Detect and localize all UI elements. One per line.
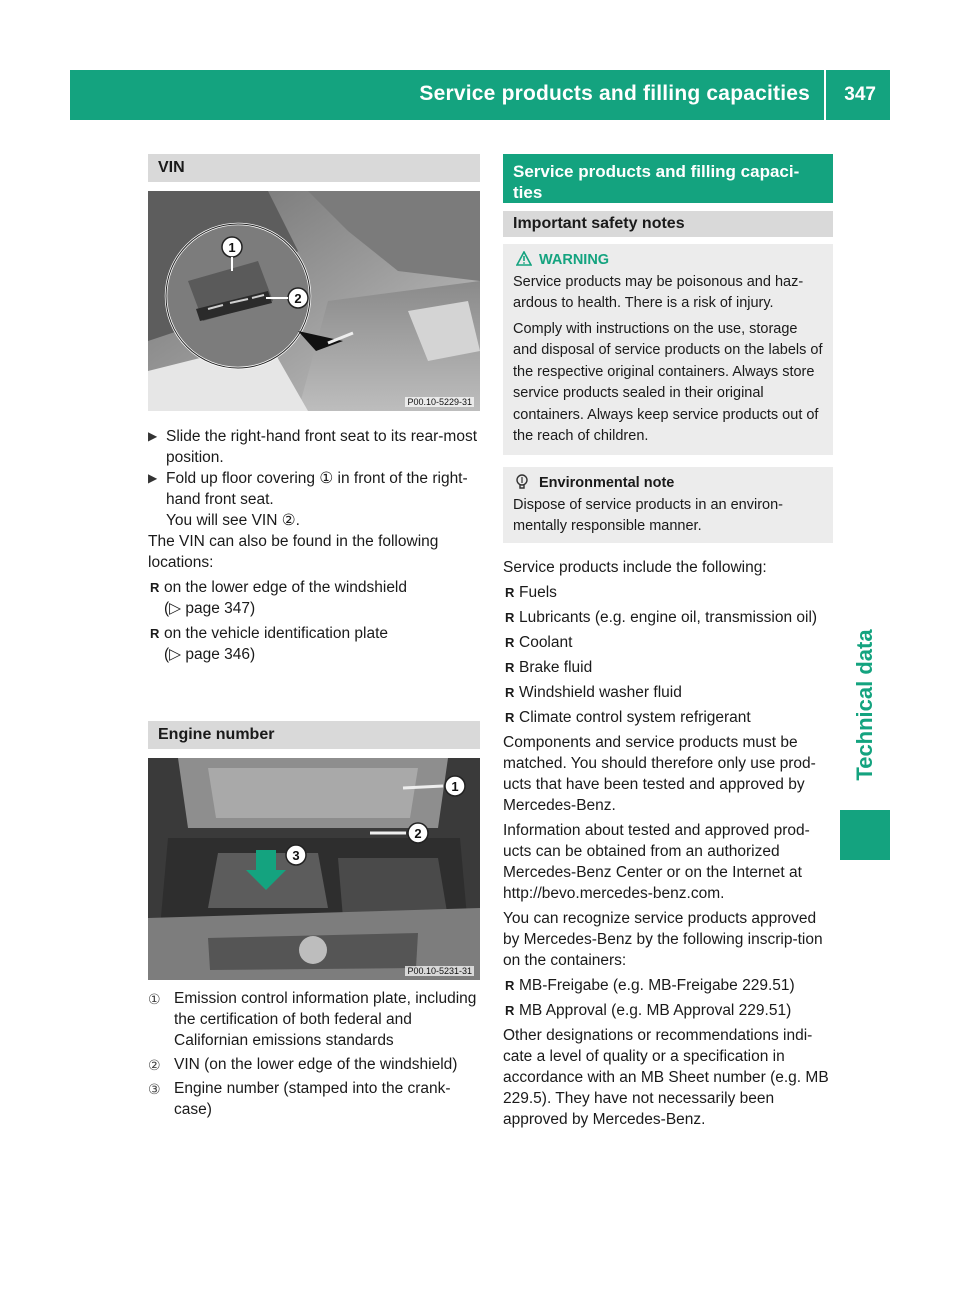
page-ref-link[interactable]: (▷ page 346): [164, 646, 256, 663]
step-item: ▶ Slide the right-hand front seat to its rear-most position.: [148, 428, 478, 466]
lightbulb-icon: [515, 474, 529, 499]
env-title: Environmental note: [513, 473, 825, 495]
safety-notes-heading: Important safety notes: [503, 211, 833, 237]
approval-item: R MB Approval (e.g. MB Approval 229.51): [505, 1002, 792, 1019]
side-tab-label: Technical data: [852, 629, 877, 781]
env-text: Dispose of service products in an environ-mentally responsible manner.: [513, 496, 783, 534]
callout-2: 2: [414, 826, 422, 841]
product-item: R Windshield washer fluid: [505, 684, 682, 701]
engine-bay-photo: [148, 758, 480, 980]
legend-item: ① Emission control information plate, including the certification of both federal and Californian emissions standards: [148, 990, 477, 1049]
product-item: R Coolant: [505, 634, 573, 651]
location-item: R on the vehicle identification plate (▷ page 346): [150, 625, 389, 663]
callout-2: 2: [294, 291, 302, 306]
side-tab-marker: [840, 810, 890, 860]
service-products-heading: Service products and filling capaci-ties: [503, 154, 833, 203]
include-text: Service products include the following:: [503, 559, 767, 576]
product-item: R Lubricants (e.g. engine oil, transmission oil): [505, 609, 818, 626]
callout-1: 1: [228, 240, 236, 255]
product-item: R Climate control system refrigerant: [505, 709, 751, 726]
vin-also-text: The VIN can also be found in the following locations:: [148, 533, 439, 571]
engine-number-heading: Engine number: [148, 721, 480, 749]
approval-item: R MB-Freigabe (e.g. MB-Freigabe 229.51): [505, 977, 795, 994]
info-text: Information about tested and approved prod-ucts can be obtained from an authorized Mercedes-Benz Center or on the Internet at http://bevo.mercedes-benz.com.: [503, 822, 810, 902]
legend-item: ③ Engine number (stamped into the crank-case): [148, 1080, 451, 1118]
image-code: P00.10-5231-31: [407, 966, 472, 976]
image-code: P00.10-5229-31: [407, 397, 472, 407]
service-products-body: [503, 557, 833, 1134]
warning-text: Service products may be poisonous and haz-ardous to health. There is a risk of injury.: [513, 273, 804, 311]
product-item: R Fuels: [505, 584, 557, 601]
callout-3: 3: [292, 848, 300, 863]
engine-legend: [148, 988, 480, 1123]
vin-instructions: [148, 426, 480, 669]
section-title: Service products and filling capacities: [419, 82, 810, 105]
other-designations-text: Other designations or recommendations indi-cate a level of quality or a specification in accordance with an MB Sheet number (e.g. MB 229.5). They have not necessarily been approved by Mercedes-Benz.: [503, 1027, 829, 1128]
side-tab[interactable]: [840, 630, 890, 780]
location-item: R on the lower edge of the windshield (▷ page 347): [150, 579, 407, 617]
environmental-note-box: [503, 467, 833, 543]
legend-item: ② VIN (on the lower edge of the windshield): [148, 1056, 458, 1073]
match-text: Components and service products must be matched. You should therefore only use prod-ucts that have been tested and approved by Mercedes-Benz.: [503, 734, 816, 814]
recognize-text: You can recognize service products approved by Mercedes-Benz by the following inscrip-tion on the containers:: [503, 910, 823, 969]
warning-triangle-icon: [516, 251, 532, 274]
page-header: [70, 70, 890, 120]
warning-title: WARNING: [513, 250, 825, 272]
vin-location-photo: [148, 191, 480, 411]
warning-text: Comply with instructions on the use, storage and disposal of service products on the labels of the respective original containers. Always store service products sealed in their original containers. Always keep service products out of the reach of children.: [513, 320, 823, 444]
callout-1: 1: [451, 779, 459, 794]
page-number: 347: [844, 84, 876, 105]
header-divider: [824, 70, 826, 120]
product-item: R Brake fluid: [505, 659, 593, 676]
page-ref-link[interactable]: (▷ page 347): [164, 600, 256, 617]
vin-heading: VIN: [148, 154, 480, 182]
step-item: ▶ Fold up floor covering ① in front of the right-hand front seat. You will see VIN ②.: [148, 470, 468, 529]
warning-box: [503, 244, 833, 455]
